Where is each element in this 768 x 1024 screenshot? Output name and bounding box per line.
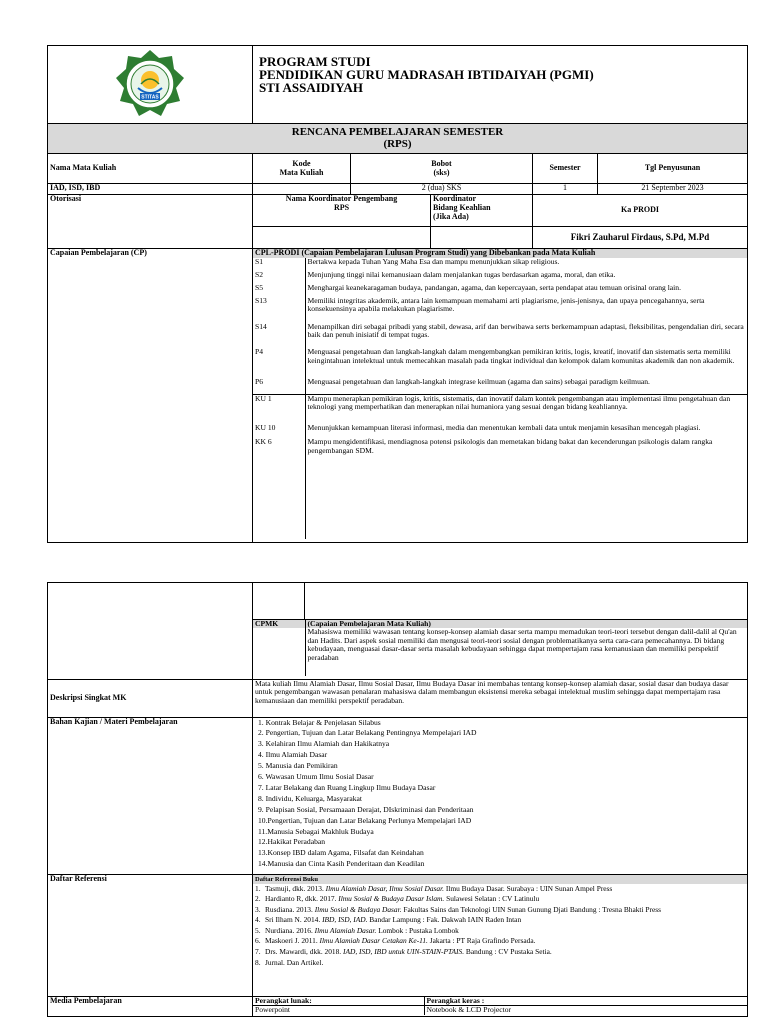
referensi-item [255,905,745,916]
ku-item [253,394,747,421]
rps-page-2 [47,582,747,1017]
cpl-item [253,284,747,297]
blank-cell-2 [305,583,748,619]
referensi-item [255,958,745,969]
ref-title: Ilmu Sosial & Budaya Dasar Islam. [338,894,445,904]
ref-title: Ilmu Sosial & Budaya Dasar. [314,904,402,914]
media-lunak-heading: Perangkat lunak: [253,997,424,1006]
cpl-code: S13 [253,297,305,323]
col-nama-mk: Nama Mata Kuliah [48,154,253,184]
rps-continuation-table [47,582,748,1017]
doc-subtitle: (RPS) [383,138,412,150]
ref-author: Maskoeri J. 2011. [265,936,320,946]
cpl-item [253,258,747,271]
doc-title: RENCANA PEMBELAJARAN SEMESTER [291,126,504,138]
bahan-item: 8. Individu, Keluarga, Masyarakat [258,793,363,803]
koordinator-bidang [431,195,533,227]
media-table [253,997,747,1015]
cpl-code: S14 [253,323,305,349]
ref-author: Drs. Mawardi, dkk. 2018. [265,947,344,957]
bahan-item: 9. Pelapisan Sosial, Persamaaan Derajat, DIskriminasi dan Penderitaan [258,804,474,814]
ku-item [253,421,747,438]
blank-label-cell [48,583,253,620]
media-keras: Notebook & LCD Projector [426,1005,512,1014]
blank-cell [253,583,305,619]
ref-num: 6. [255,936,261,946]
col-bobot-line2: (sks) [433,167,450,177]
bahan-item: 3. Kelahiran Ilmu Alamiah dan Hakikatnya [258,739,390,749]
cpl-item [253,297,747,323]
ref-title: IBD, ISD, IAD. [322,915,368,925]
deskripsi-label: Deskripsi Singkat MK [48,679,253,717]
cpmk-code-blank [253,628,305,676]
program-line-2: PENDIDIKAN GURU MADRASAH IBTIDAIYAH (PGMI) [259,67,594,82]
col-kode-line2: Mata Kuliah [279,167,324,177]
cpl-text: Menguasai pengetahuan dan langkah-langkah dalam mengembangkan pemikiran kritis, logis, kreatif, inovatif dan sistematis serta memiliki keingintahuan intelektual untuk memecahkan masalah pada tingkat individual dan kelompok dalam komunitas akademik dan non akademik. [307,347,735,365]
cpl-text: Memiliki integritas akademik, antara lain kemampuan memahami arti plagiarisme, jenis-jenisnya, dan upaya pencegahannya, serta konsekuensinya apabila melakukan plagiarisme. [307,295,705,314]
cpl-code: S5 [253,284,305,297]
ref-author: Rusdiana. 2013. [265,904,315,914]
referensi-item [255,884,745,895]
media-label: Media Pembelajaran [48,996,253,1016]
bahan-item: 12.Hakikat Peradaban [258,837,326,847]
referensi-item [255,936,745,947]
ref-title: Ilmu Alamiah Dasar. [314,925,377,935]
col-tgl: Tgl Penyusunan [598,154,748,184]
bahan-item: 2. Pengertian, Tujuan dan Latar Belakang Pentingnya Mempelajari IAD [258,728,477,738]
cpl-spacer-text [305,464,747,539]
ref-title: IAD, ISD, IBD untuk UIN-STAIN-PTAIS. [343,947,465,957]
logo-text: STITAS [141,94,159,101]
col-kode [253,154,351,184]
ka-prodi: Ka PRODI [533,195,748,227]
koordinator-pengembang [253,195,431,227]
bahan-content [253,717,748,874]
ref-author: Sri Ilham N. 2014. [265,915,323,925]
ref-num: 3. [255,904,261,914]
ref-publisher: Bandar Lampung : Fak. Dakwah IAIN Raden Intan [367,915,522,925]
bahan-item: 10.Pengertian, Tujuan dan Latar Belakang Perlunya Mempelajari IAD [258,815,472,825]
doc-title-cell [48,124,748,154]
ref-author: Nurdiana. 2016. [265,925,315,935]
ref-publisher: Jakarta : PT Raja Grafindo Persada. [427,936,536,946]
koordinator-pengembang-line1: Nama Koordinator Pengembang [285,194,398,203]
ku-text: Mampu mengidentifikasi, mendiagnosa potensi psikologis dan memetakan bidang bakat dan kecenderungan psikologis dalam rangka pengembangan SDM. [307,437,713,455]
koordinator-bidang-line1: Koordinator [433,194,477,203]
course-name: IAD, ISD, IBD [48,184,253,195]
referensi-content [253,874,748,996]
ref-num: 4. [255,915,261,925]
cpmk-heading: (Capaian Pembelajaran Mata Kuliah) [307,618,431,628]
ref-title: Ilmu Alamiah Dasar, Ilmu Sosial Dasar. [325,883,444,893]
ku-code: KU 1 [253,394,305,421]
ref-title: Ilmu Alamiah Dasar Cetakan Ke-11. [319,936,428,946]
referensi-heading: Daftar Referensi Buku [253,875,747,884]
cpl-list [253,258,747,539]
cp-content [253,249,748,543]
media-body-row [253,1006,747,1015]
cpmk-label: CPMK [253,620,305,629]
cpmk-label-blank [48,619,253,679]
ku-code: KU 10 [253,421,305,438]
referensi-item [255,894,745,905]
ka-prodi-name: Fikri Zauharul Firdaus, S.Pd, M.Pd [533,227,748,249]
cpmk-body-row [253,628,747,676]
bahan-item: 6. Wawasan Umum Ilmu Sosial Dasar [258,772,374,782]
koordinator-bidang-line2: Bidang Keahlian [433,202,491,212]
bahan-item: 4. Ilmu Alamiah Dasar [258,750,328,760]
referensi-item [255,915,745,926]
ref-num: 2. [255,894,261,904]
referensi-item [255,947,745,958]
referensi-list [253,884,747,969]
bahan-item: 5. Manusia dan Pemikiran [258,761,338,771]
ref-author: Hardianto R, dkk. 2017. [265,894,339,904]
cpmk-content [253,619,748,679]
cpmk-table [253,620,747,677]
ku-text: Menunjukkan kemampuan literasi informasi, media dan menentukan kembali data untuk menjamin kesasihan mencegah plagiasi. [307,422,701,432]
bahan-item: 14.Manusia dan Cinta Kasih Penderitaan dan Keadilan [258,859,425,869]
cpl-heading: CPL-PRODI (Capaian Pembelajaran Lulusan Program Studi) yang Dibebankan pada Mata Kuliah [253,249,747,258]
bahan-item: 11.Manusia Sebagai Makhluk Budaya [258,826,374,836]
cpmk-text: Mahasiswa memiliki wawasan tentang konsep-konsep alamiah dasar serta mampu memadukan teori-teori tersebut dengan dalil-dalil al Qu'an dan Hadits. Dari aspek sosial memiliki dan mengusai teori-teori sosial dengan problematikanya serta cara-cara pemecahannya. Di bidang kebudayaan, menguasai dasar-dasar serta masalah kebudayaan sehingga dapat mempertajam rasa kemanusiaan dan memiliki perspektif peradaban [307,627,737,662]
logo-cell [48,46,253,124]
course-date: 21 September 2023 [598,184,748,195]
ref-publisher: Lombok : Pustaka Lombok [376,925,459,935]
cpl-spacer-code [253,464,305,539]
cpl-text: Menjunjung tinggi nilai kemanusiaan dalam menjalankan tugas berdasarkan agama, moral, dan etika. [307,269,616,279]
ref-publisher: Sulawesi Selatan : CV Latinulu [444,894,540,904]
cpl-text: Menghargai keanekaragaman budaya, pandangan, agama, dan kepercayaan, serta pendapat atau temuan orisinal orang lain. [307,282,681,292]
deskripsi-text: Mata kuliah Ilmu Alamiah Dasar, Ilmu Sosial Dasar, Ilmu Budaya Dasar ini membahas tentang konsep-konsep alamiah dasar, sosial dasar dan budaya dasar untuk pengembangan wawasan penalaran mahasiswa dalam membangun eksistensi mereka sebagai intelektual muslim sehingga dapat mempertajam rasa kemanusiaan dan memiliki perspektif peradaban. [253,679,748,717]
media-keras-heading: Perangkat keras : [424,997,747,1006]
media-content [253,996,748,1016]
ku-text: Mampu menerapkan pemikiran logis, kritis, sistematis, dan inovatif dalam kontek pengembangan atau implementasi ilmu pengetahuan dan teknologi yang memperhatikan dan menerapkan nilai humaniora yang sesuai dengan bidang keahliannya. [305,394,747,421]
koordinator-bidang-sign [431,227,533,249]
ref-author: Jurnal. Dan Artikel. [265,957,324,967]
bahan-item: 1. Kontrak Belajar & Penjelasan Silabus [258,717,381,727]
cpl-text: Menampilkan diri sebagai pribadi yang stabil, dewasa, arif dan berwibawa serts berkemampuan adaptasi, fleksibilitas, pengendalian diri, secara baik dan penuh inisiatif di tempat tugas. [307,321,744,340]
cpl-code: S1 [253,258,305,271]
rps-main-table [47,45,748,543]
cpl-text: Bertakwa kepada Tuhan Yang Maha Esa dan mampu menunjukkan sikap religious. [307,256,560,266]
bahan-item: 13.Konsep IBD dalam Agama, Filsafat dan Keindahan [258,848,424,858]
otorisasi-label: Otorisasi [48,195,253,249]
referensi-label: Daftar Referensi [48,874,253,996]
ref-publisher: Ilmu Budaya Dasar. Surabaya : UIN Sunan Ampel Press [444,883,613,893]
cp-label: Capaian Pembelajaran (CP) [48,249,253,543]
program-line-1: PROGRAM STUDI [259,54,371,69]
koordinator-bidang-line3: (Jika Ada) [433,211,469,221]
ref-num: 7. [255,947,261,957]
referensi-item [255,926,745,937]
ku-item [253,438,747,464]
bahan-item: 7. Latar Belakang dan Ruang Lingkup Ilmu Budaya Dasar [258,782,436,792]
rps-page-1 [47,45,747,543]
stitas-logo [114,48,186,120]
ref-num: 5. [255,925,261,935]
course-semester: 1 [533,184,598,195]
program-line-3: STI ASSAIDIYAH [259,80,363,95]
cpl-item [253,323,747,349]
cpl-item [253,374,747,394]
media-lunak: Powerpoint [253,1006,424,1015]
cpl-item [253,271,747,284]
course-code [253,184,351,195]
ref-publisher: Bandung : CV Pustaka Setia. [464,947,552,957]
col-bobot [351,154,533,184]
col-semester: Semester [533,154,598,184]
col-kode-line1: Kode [292,158,311,168]
program-header [253,46,748,124]
course-bobot: 2 (dua) SKS [351,184,533,195]
cpl-text: Menguasai pengetahuan dan langkah-langkah integrase keilmuan (agama dan sains) sebagai paradigm keilmuan. [307,377,650,387]
cpl-item [253,348,747,374]
ref-num: 8. [255,957,261,967]
col-bobot-line1: Bobot [431,158,452,168]
koordinator-pengembang-sign [253,227,431,249]
cpl-code: P4 [253,348,305,374]
bahan-label: Bahan Kajian / Materi Pembelajaran [48,717,253,874]
ref-author: Tasmuji, dkk. 2013. [265,883,326,893]
koordinator-pengembang-line2: RPS [333,202,350,212]
bahan-list [255,718,745,871]
ku-code: KK 6 [253,438,305,464]
cpl-code: S2 [253,271,305,284]
ref-publisher: Fakultas Sains dan Teknologi UIN Sunan Gunung Djati Bandung : Tresna Bhakti Press [401,904,661,914]
cpl-code: P6 [253,374,305,394]
cpl-spacer [253,464,747,539]
ref-num: 1. [255,883,261,893]
